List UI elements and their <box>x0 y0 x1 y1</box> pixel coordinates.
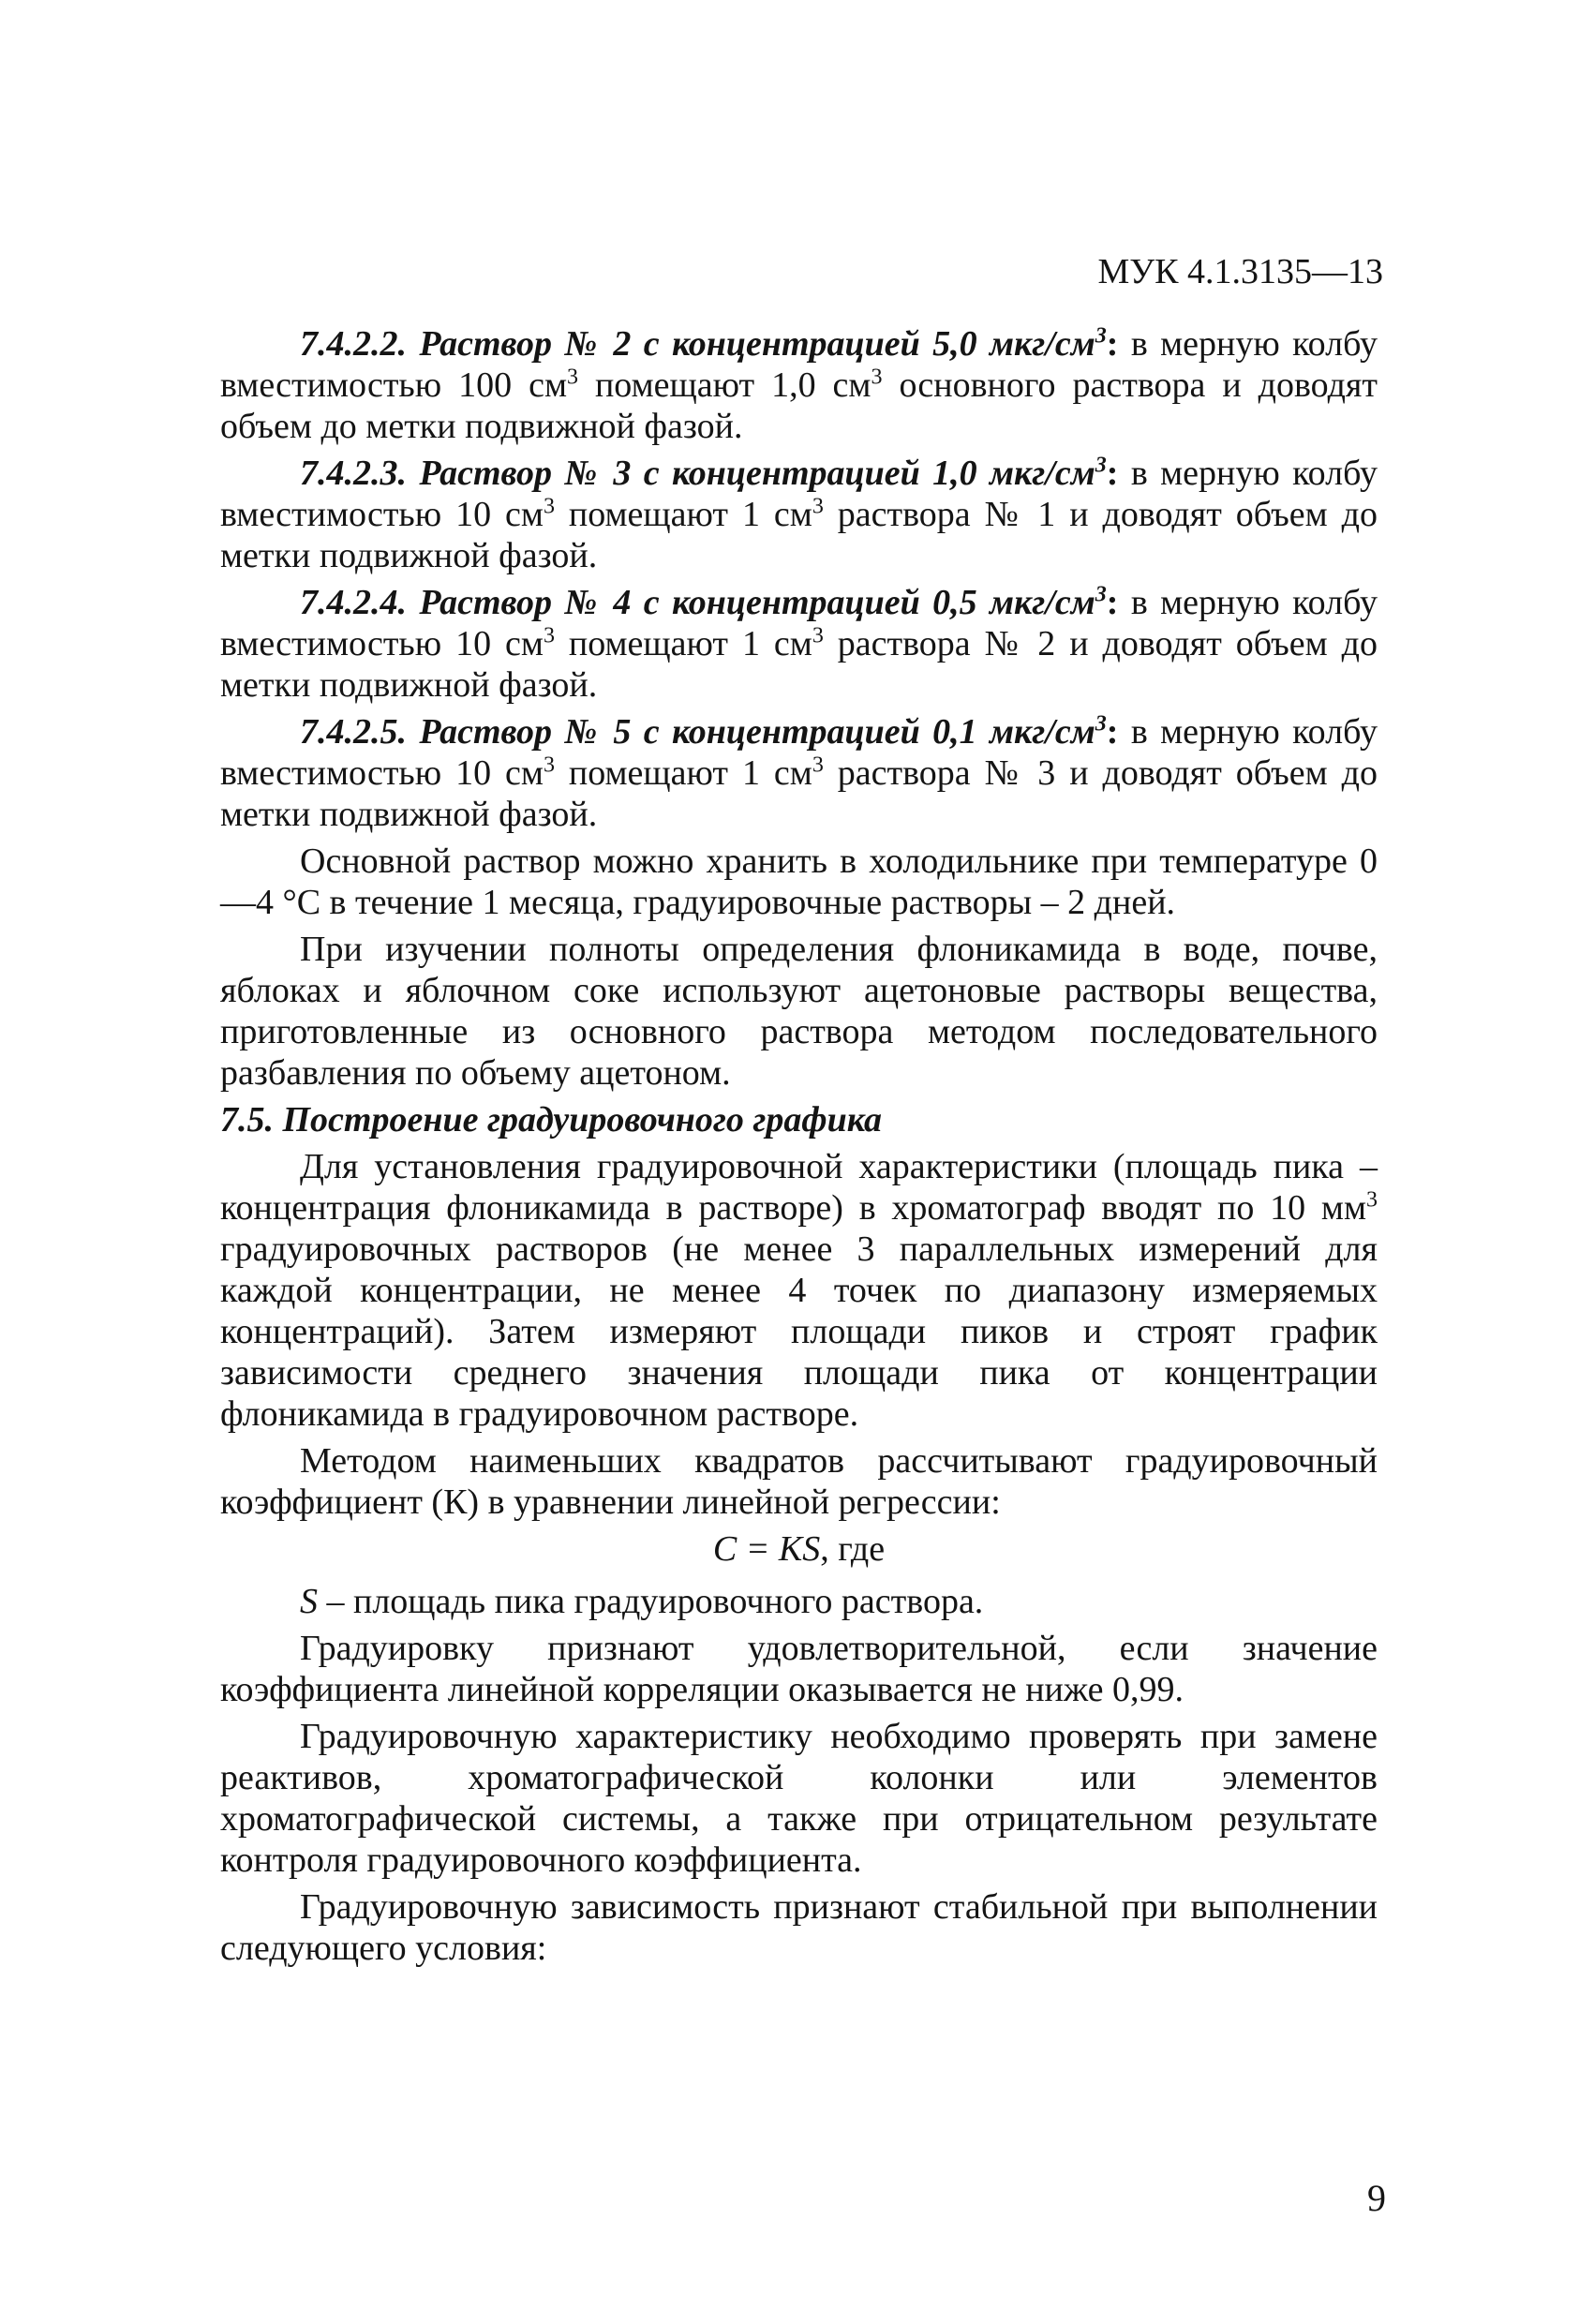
run-in-heading: 7.4.2.3. Раствор № 3 с концентрацией 1,0 мкг/$см^3$ <box>300 453 1107 493</box>
paragraph-recovery-study: При изучении полноты определения флоникамида в воде, почве, яблоках и яблочном соке используют ацетоновые растворы вещества, приготовленные из основного раствора методом последовательного разбавления по объему ацетоном. <box>220 930 1378 1093</box>
run-in-heading: 7.4.2.5. Раствор № 5 с концентрацией 0,1 мкг/$см^3$ <box>300 711 1107 752</box>
paragraph-calibration-setup: Для установления градуировочной характеристики (площадь пика – концентрация флоникамида в растворе) в хроматограф вводят по 10 $мм^3$ градуировочных растворов (не менее 3 параллельных измерений для каждой концентрации, не менее 4 точек по диапазону измеряемых концентраций). Затем измеряют площади пиков и строят график зависимости среднего значения площади пика от концентрации флоникамида в градуировочном растворе. <box>220 1147 1378 1434</box>
paragraph-solution-2: 7.4.2.2. Раствор № 2 с концентрацией 5,0 мкг/$см^3$: в мерную колбу вместимостью 100 $см^3$ помещают 1,0 $см^3$ основного раствора и доводят объем до метки подвижной фазой. <box>220 323 1378 446</box>
paragraph-solution-5: 7.4.2.5. Раствор № 5 с концентрацией 0,1 мкг/$см^3$: в мерную колбу вместимостью 10 $см^3$ помещают 1 $см^3$ раствора № 3 и доводят объем до метки подвижной фазой. <box>220 711 1378 834</box>
paragraph-solution-3: 7.4.2.3. Раствор № 3 с концентрацией 1,0 мкг/$см^3$: в мерную колбу вместимостью 10 $см^3$ помещают 1 $см^3$ раствора № 1 и доводят объем до метки подвижной фазой. <box>220 453 1378 575</box>
paragraph-solution-4: 7.4.2.4. Раствор № 4 с концентрацией 0,5 мкг/$см^3$: в мерную колбу вместимостью 10 $см^3$ помещают 1 $см^3$ раствора № 2 и доводят объем до метки подвижной фазой. <box>220 582 1378 705</box>
page-number: 9 <box>1367 2177 1386 2219</box>
paragraph-stability: Градуировочную зависимость признают стабильной при выполнении следующего условия: <box>220 1887 1378 1968</box>
run-in-heading: 7.4.2.4. Раствор № 4 с концентрацией 0,5 мкг/$см^3$ <box>300 582 1107 622</box>
section-title: 7.5. Построение градуировочного графика <box>220 1100 883 1140</box>
body-text <box>220 323 1378 1974</box>
paragraph-least-squares: Методом наименьших квадратов рассчитывают градуировочный коэффициент (К) в уравнении линейной регрессии: <box>220 1441 1378 1522</box>
run-in-heading: 7.4.2.2. Раствор № 2 с концентрацией 5,0 мкг/$см^3$ <box>300 323 1107 364</box>
paragraph-acceptance: Градуировку признают удовлетворительной, если значение коэффициента линейной корреляции оказывается не ниже 0,99. <box>220 1629 1378 1709</box>
formula: C = KS, где <box>712 1529 886 1569</box>
paragraph-s-definition: S – площадь пика градуировочного раствора. <box>300 1582 984 1621</box>
paragraph-storage: Основной раствор можно хранить в холодильнике при температуре 0—4 °C в течение 1 месяца, градуировочные растворы – 2 дней. <box>220 842 1378 922</box>
paragraph-verification: Градуировочную характеристику необходимо проверять при замене реактивов, хроматографической колонки или элементов хроматографической системы, а также при отрицательном результате контроля градуировочного коэффициента. <box>220 1717 1378 1880</box>
document-code-header: МУК 4.1.3135—13 <box>1097 252 1383 291</box>
